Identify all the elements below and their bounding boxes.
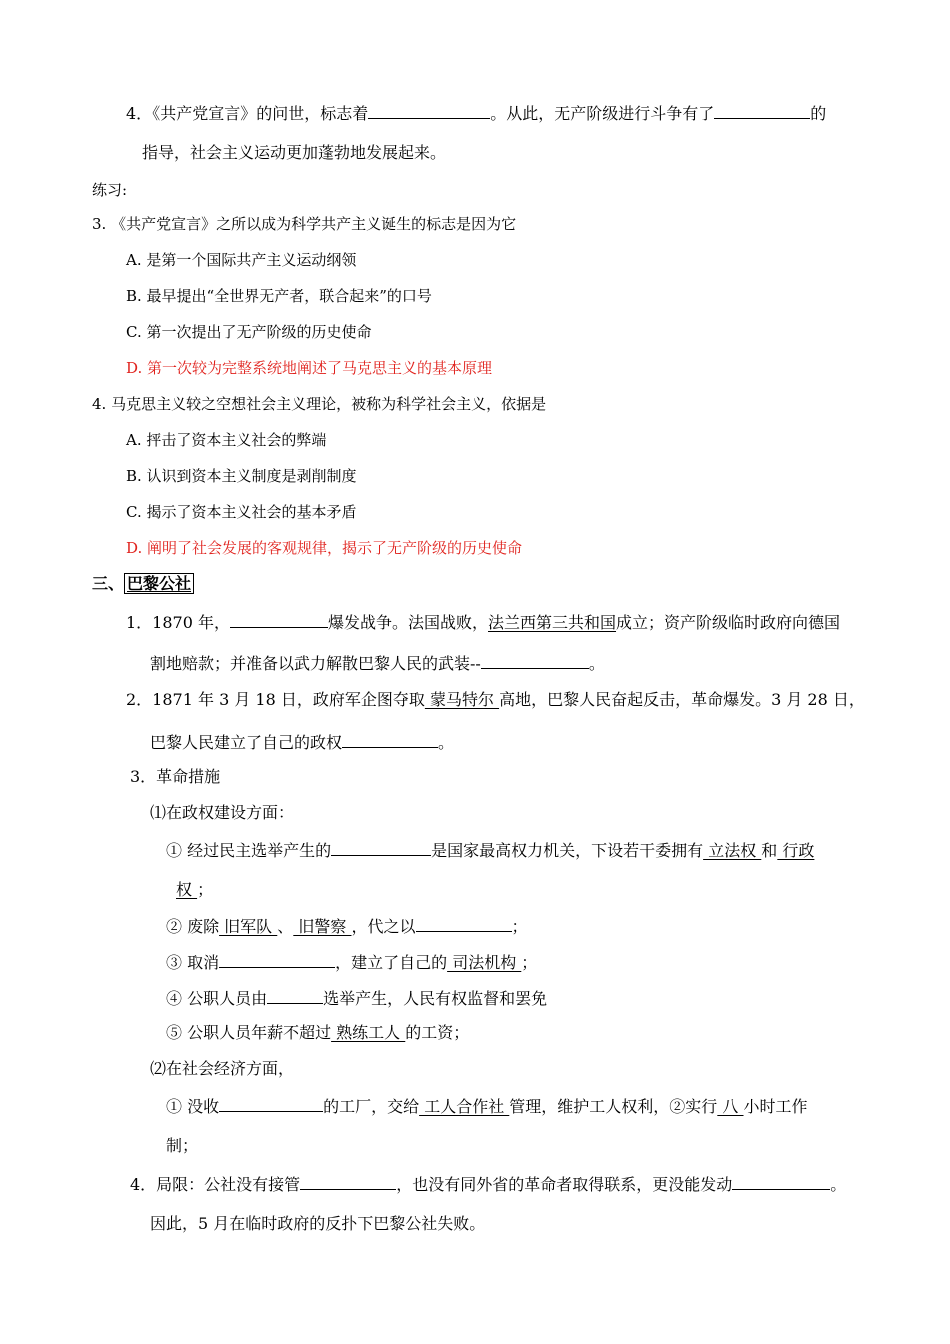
s3-i1-answer-executive-cont: 权 [176,880,198,899]
q4-text-a: 《共产党宣言》的问世，标志着 [152,104,369,123]
s3-i3-text-b: ，建立了自己的 [335,953,448,972]
s3-p3-econ-line1 [166,1097,808,1115]
s3-i5-text-a: ⑤ 公职人员年薪不超过 [166,1023,332,1042]
s3-e1-text-b: 的工厂，交给 [323,1097,420,1116]
s3-p1-text-a: 1．1870 年， [126,613,230,632]
s3-p4-text-c: 。 [830,1175,847,1194]
practice-q3-option-b[interactable]: B. 最早提出“全世界无产者，联合起来”的口号 [126,287,432,305]
s3-i2-text-e: ，代之以 [351,917,416,936]
s3-p3-item2 [166,917,528,935]
practice-q4-option-a[interactable]: A. 抨击了资本主义社会的弊端 [126,431,327,449]
s3-e1-text-d: 管理，维护工人权利，②实行 [509,1097,718,1116]
s3-i5-answer-skilled-worker: 熟练工人 [331,1023,406,1042]
s3-p3-item1-line2 [176,882,213,898]
section3-heading [92,576,194,592]
s3-p1-blank-2[interactable] [481,654,589,669]
s3-p1-blank-1[interactable] [230,613,328,628]
s3-p2-line2 [150,733,454,751]
q4-text-b: 。从此，无产阶级进行斗争有了 [490,104,715,123]
practice-q3-option-a[interactable]: A. 是第一个国际共产主义运动纲领 [126,251,357,269]
s3-i3-text-a: ③ 取消 [166,953,220,972]
s3-p2-line1 [126,692,865,708]
s3-p3-sub1: ⑴在政权建设方面： [150,803,295,822]
q4-blank-2[interactable] [714,104,810,119]
s3-i1-answer-executive: 行政 [777,841,815,860]
practice-q4-option-c[interactable]: C. 揭示了资本主义社会的基本矛盾 [126,503,357,521]
q4-text-c: 的 [810,104,827,123]
s3-p4-blank-2[interactable] [732,1175,830,1190]
s3-p3-item4 [166,989,547,1007]
s3-p1-text-e: 割地赔款；并准备以武力解散巴黎人民的武装-- [150,654,481,673]
s3-p2-blank[interactable] [342,733,438,748]
s3-i1-text-a: ① 经过民主选举产生的 [166,841,332,860]
section3-number: 三、 [92,574,125,593]
practice-q3-option-d-answer[interactable]: D. 第一次较为完整系统地阐述了马克思主义的基本原理 [126,359,493,377]
s3-p3-title: 3．革命措施 [130,767,221,786]
section3-title: 巴黎公社 [124,573,194,594]
s3-p4-text-a: 4．局限：公社没有接管 [130,1175,301,1194]
s3-p4-line2: 因此，5 月在临时政府的反扑下巴黎公社失败。 [150,1214,486,1233]
s3-p2-text-a: 2．1871 年 3 月 18 日，政府军企图夺取 [126,690,425,709]
s3-p3-sub2: ⑵在社会经济方面， [150,1059,295,1078]
s3-i4-text-b: 选举产生，人民有权监督和罢免 [323,989,548,1008]
practice-label: 练习: [92,181,128,199]
practice-q3-option-c[interactable]: C. 第一次提出了无产阶级的历史使命 [126,323,372,341]
s3-i4-blank[interactable] [267,989,323,1004]
s3-p4-blank-1[interactable] [300,1175,396,1190]
q4-blank-1[interactable] [368,104,490,119]
q4-line2: 指导，社会主义运动更加蓬勃地发展起来。 [142,143,447,162]
s3-i2-text-c: 、 [277,917,294,936]
s3-i1-text-d: 和 [761,841,778,860]
s3-p1-text-d: 成立；资产阶级临时政府向德国 [616,613,841,632]
s3-p3-item1-line1 [166,841,814,859]
s3-p1-text-f: 。 [588,654,605,673]
s3-p3-econ-line2: 制； [166,1136,199,1155]
s3-i1-text-g: ； [197,880,214,899]
s3-p2-text-e: 。 [438,733,455,752]
s3-p3-item5 [166,1025,469,1041]
s3-i3-blank[interactable] [219,953,335,968]
s3-p2-answer-montmartre: 蒙马特尔 [424,690,500,709]
s3-i1-answer-legislative: 立法权 [703,841,762,860]
s3-i2-answer-old-army: 旧军队 [219,917,278,936]
s3-p4-text-b: ，也没有同外省的革命者取得联系，更没能发动 [396,1175,733,1194]
s3-i3-answer-judicial: 司法机构 [447,953,522,972]
practice-q4-option-b[interactable]: B. 认识到资本主义制度是剥削制度 [126,467,357,485]
s3-i1-blank[interactable] [331,841,431,856]
s3-i2-blank[interactable] [416,917,512,932]
s3-e1-text-a: ① 没收 [166,1097,220,1116]
s3-i5-text-c: 的工资； [405,1023,470,1042]
practice-q4-stem: 4. 马克思主义较之空想社会主义理论，被称为科学社会主义，依据是 [92,395,547,413]
s3-p4-line1 [130,1175,846,1193]
s3-i1-text-b: 是国家最高权力机关，下设若干委拥有 [431,841,704,860]
s3-p1-answer-republic: 法兰西第三共和国 [488,613,617,632]
s3-p1-line2 [150,654,605,672]
s3-p1-text-b: 爆发战争。法国战败， [328,613,489,632]
s3-e1-text-f: 小时工作 [743,1097,808,1116]
s3-p2-text-c: 高地，巴黎人民奋起反击，革命爆发。3 月 28 日， [499,690,865,709]
s3-e1-answer-coop: 工人合作社 [419,1097,510,1116]
s3-i2-answer-old-police: 旧警察 [293,917,352,936]
s3-e1-blank[interactable] [219,1097,323,1112]
s3-p2-text-d: 巴黎人民建立了自己的政权 [150,733,343,752]
s3-i2-text-a: ② 废除 [166,917,220,936]
s3-i4-text-a: ④ 公职人员由 [166,989,268,1008]
q4-line1 [126,104,826,122]
q4-number: 4． [126,104,153,123]
s3-e1-answer-eight: 八 [717,1097,744,1116]
s3-i2-text-f: ； [511,917,528,936]
s3-i3-text-d: ； [521,953,538,972]
s3-p1-line1 [126,613,840,631]
practice-q3-stem: 3. 《共产党宣言》之所以成为科学共产主义诞生的标志是因为它 [92,215,517,233]
s3-p3-item3 [166,953,537,971]
practice-q4-option-d-answer[interactable]: D. 阐明了社会发展的客观规律，揭示了无产阶级的历史使命 [126,539,523,557]
